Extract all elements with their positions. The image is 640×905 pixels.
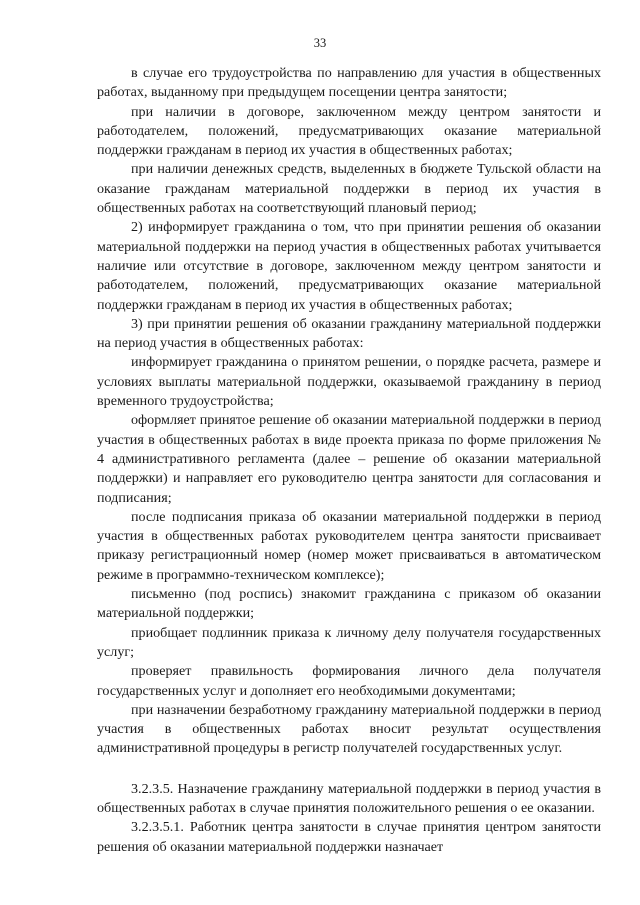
- paragraph: при назначении безработному гражданину материальной поддержки в период участия в общественных работах вносит результат осуществления административной процедуры в регистр получателей государственных услуг.: [97, 701, 601, 757]
- paragraph: после подписания приказа об оказании материальной поддержки в период участия в общественных работах руководителем центра занятости присваивает приказу регистрационный номер (номер может присваиваться в автоматическом режиме в программно-техническом комплексе);: [97, 508, 601, 583]
- paragraph: при наличии в договоре, заключенном между центром занятости и работодателем, положений, предусматривающих оказание материальной поддержки гражданам в период их участия в общественных работах;: [97, 103, 601, 159]
- paragraph: приобщает подлинник приказа к личному делу получателя государственных услуг;: [97, 624, 601, 660]
- paragraph: 3) при принятии решения об оказании гражданину материальной поддержки на период участия в общественных работах:: [97, 315, 601, 352]
- paragraph: 2) информирует гражданина о том, что при принятии решения об оказании материальной поддержки на период участия в общественных работах учитывается наличие или отсутствие в договоре, заключенном между центром занятости и работодателем, положений, предусматривающих оказание материальной поддержки гражданам в период их участия в общественных работах;: [97, 219, 601, 313]
- page-number: 33: [313, 36, 327, 50]
- document-body: [97, 64, 601, 857]
- paragraph: в случае его трудоустройства по направлению для участия в общественных работах, выданному при предыдущем посещении центра занятости;: [97, 65, 601, 101]
- section-heading-paragraph: 3.2.3.5. Назначение гражданину материальной поддержки в период участия в общественных работах в случае принятия положительного решения о ее оказании.: [97, 780, 601, 816]
- paragraph: при наличии денежных средств, выделенных в бюджете Тульской области на оказание гражданам материальной поддержки в период их участия в общественных работах на соответствующий плановый период;: [97, 161, 601, 217]
- paragraph: проверяет правильность формирования личного дела получателя государственных услуг и дополняет его необходимыми документами;: [97, 663, 601, 699]
- paragraph: письменно (под роспись) знакомит гражданина с приказом об оказании материальной поддержки;: [97, 586, 601, 622]
- paragraph: оформляет принятое решение об оказании материальной поддержки в период участия в общественных работах в виде проекта приказа по форме приложения № 4 административного регламента (далее – решение об оказании материальной поддержки) и направляет его руководителю центра занятости для согласования и подписания;: [97, 412, 601, 506]
- paragraph: 3.2.3.5.1. Работник центра занятости в случае принятия центром занятости решения об оказании материальной поддержки назначает: [97, 819, 601, 855]
- paragraph: информирует гражданина о принятом решении, о порядке расчета, размере и условиях выплаты материальной поддержки, оказываемой гражданину в период временного трудоустройства;: [97, 354, 601, 410]
